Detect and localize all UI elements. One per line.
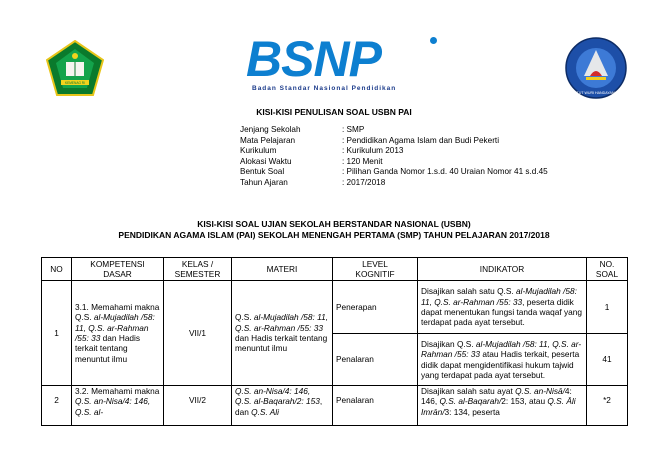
header-kelas: KELAS / SEMESTER <box>164 258 232 281</box>
bsnp-dot <box>430 37 437 44</box>
row-no: 1 <box>42 281 72 386</box>
meta-row-kurikulum: Kurikulum : Kurikulum 2013 <box>240 146 404 156</box>
row-no-soal: *2 <box>587 386 628 426</box>
bsnp-subtitle: Badan Standar Nasional Pendidikan <box>252 85 397 92</box>
row-level: Penalaran <box>333 386 418 426</box>
meta-row-waktu: Alokasi Waktu : 120 Menit <box>240 156 383 166</box>
table-row <box>42 281 628 334</box>
table-title-line-2: PENDIDIKAN AGAMA ISLAM (PAI) SEKOLAH MENENGAH PERTAMA (SMP) TAHUN PELAJARAN 2017/2018 <box>118 230 550 240</box>
metadata-block <box>240 125 548 189</box>
row-kelas: VII/2 <box>164 386 232 426</box>
meta-row-tahun: Tahun Ajaran : 2017/2018 <box>240 177 386 187</box>
bsnp-wordmark: BSNP <box>246 31 381 87</box>
svg-text:KEMENAG RI: KEMENAG RI <box>64 81 86 86</box>
svg-text:TUT WURI HANDAYANI: TUT WURI HANDAYANI <box>576 91 616 95</box>
table-header-row <box>42 258 628 281</box>
row-level: Penerapan <box>333 281 418 334</box>
row-materi: Q.S. al-Mujadilah /58: 11, Q.S. ar-Rahman /55: 33 dan Hadis terkait tentang menuntut ilmu <box>232 281 333 386</box>
row-indikator: Disajikan Q.S. al-Mujadilah /58: 11, Q.S. ar-Rahman /55: 33 atau Hadis terkait, peserta didik dapat mengidentifikasi hukum tajwid yang terdapat pada ayat tersebut. <box>418 334 587 386</box>
meta-row-jenjang: Jenjang Sekolah : SMP <box>240 125 365 134</box>
row-indikator: Disajikan salah satu Q.S. al-Mujadilah /58: 11, Q.S. ar-Rahman /55: 33, peserta didik dapat menentukan fungsi tanda waqaf yang terdapat pada ayat tersebut. <box>418 281 587 334</box>
header-level: LEVEL KOGNITIF <box>333 258 418 281</box>
table-title-line-1: KISI-KISI SOAL UJIAN SEKOLAH BERSTANDAR NASIONAL (USBN) <box>197 219 471 229</box>
header-materi: MATERI <box>232 258 333 281</box>
row-level: Penalaran <box>333 334 418 386</box>
header-no-soal: NO. SOAL <box>587 258 628 281</box>
row-no-soal: 41 <box>587 334 628 386</box>
kemenag-logo <box>46 40 104 96</box>
header-no: NO <box>42 258 72 281</box>
header-indikator: INDIKATOR <box>418 258 587 281</box>
header-kompetensi: KOMPETENSI DASAR <box>72 258 164 281</box>
row-no-soal: 1 <box>587 281 628 334</box>
row-kompetensi: 3.1. Memahami makna Q.S. al-Mujadilah /58: 11, Q.S. ar-Rahman /55: 33 dan Hadis terkait tentang menuntut ilmu <box>72 281 164 386</box>
meta-row-bentuk: Bentuk Soal : Pilihan Ganda Nomor 1.s.d. 40 Uraian Nomor 41 s.d.45 <box>240 167 548 177</box>
tut-wuri-handayani-logo <box>564 36 628 100</box>
doc-title: KISI-KISI PENULISAN SOAL USBN PAI <box>256 107 412 117</box>
meta-row-mapel: Mata Pelajaran : Pendidikan Agama Islam dan Budi Pekerti <box>240 135 500 145</box>
table-title <box>0 219 668 241</box>
row-kelas: VII/1 <box>164 281 232 386</box>
row-indikator: Disajikan salah satu ayat Q.S. an-Nisā/4: 146, Q.S. al-Baqarah/2: 153, atau Q.S. Āli Imrān/3: 134, peserta <box>418 386 587 426</box>
bsnp-logo <box>246 33 446 95</box>
row-kompetensi: 3.2. Memahami makna Q.S. an-Nisa/4: 146, Q.S. al- <box>72 386 164 426</box>
table-row <box>42 386 628 426</box>
kisi-kisi-table <box>41 257 628 426</box>
row-no: 2 <box>42 386 72 426</box>
row-materi: Q.S. an-Nisa/4: 146, Q.S. al-Baqarah/2: 153, dan Q.S. Ali <box>232 386 333 426</box>
